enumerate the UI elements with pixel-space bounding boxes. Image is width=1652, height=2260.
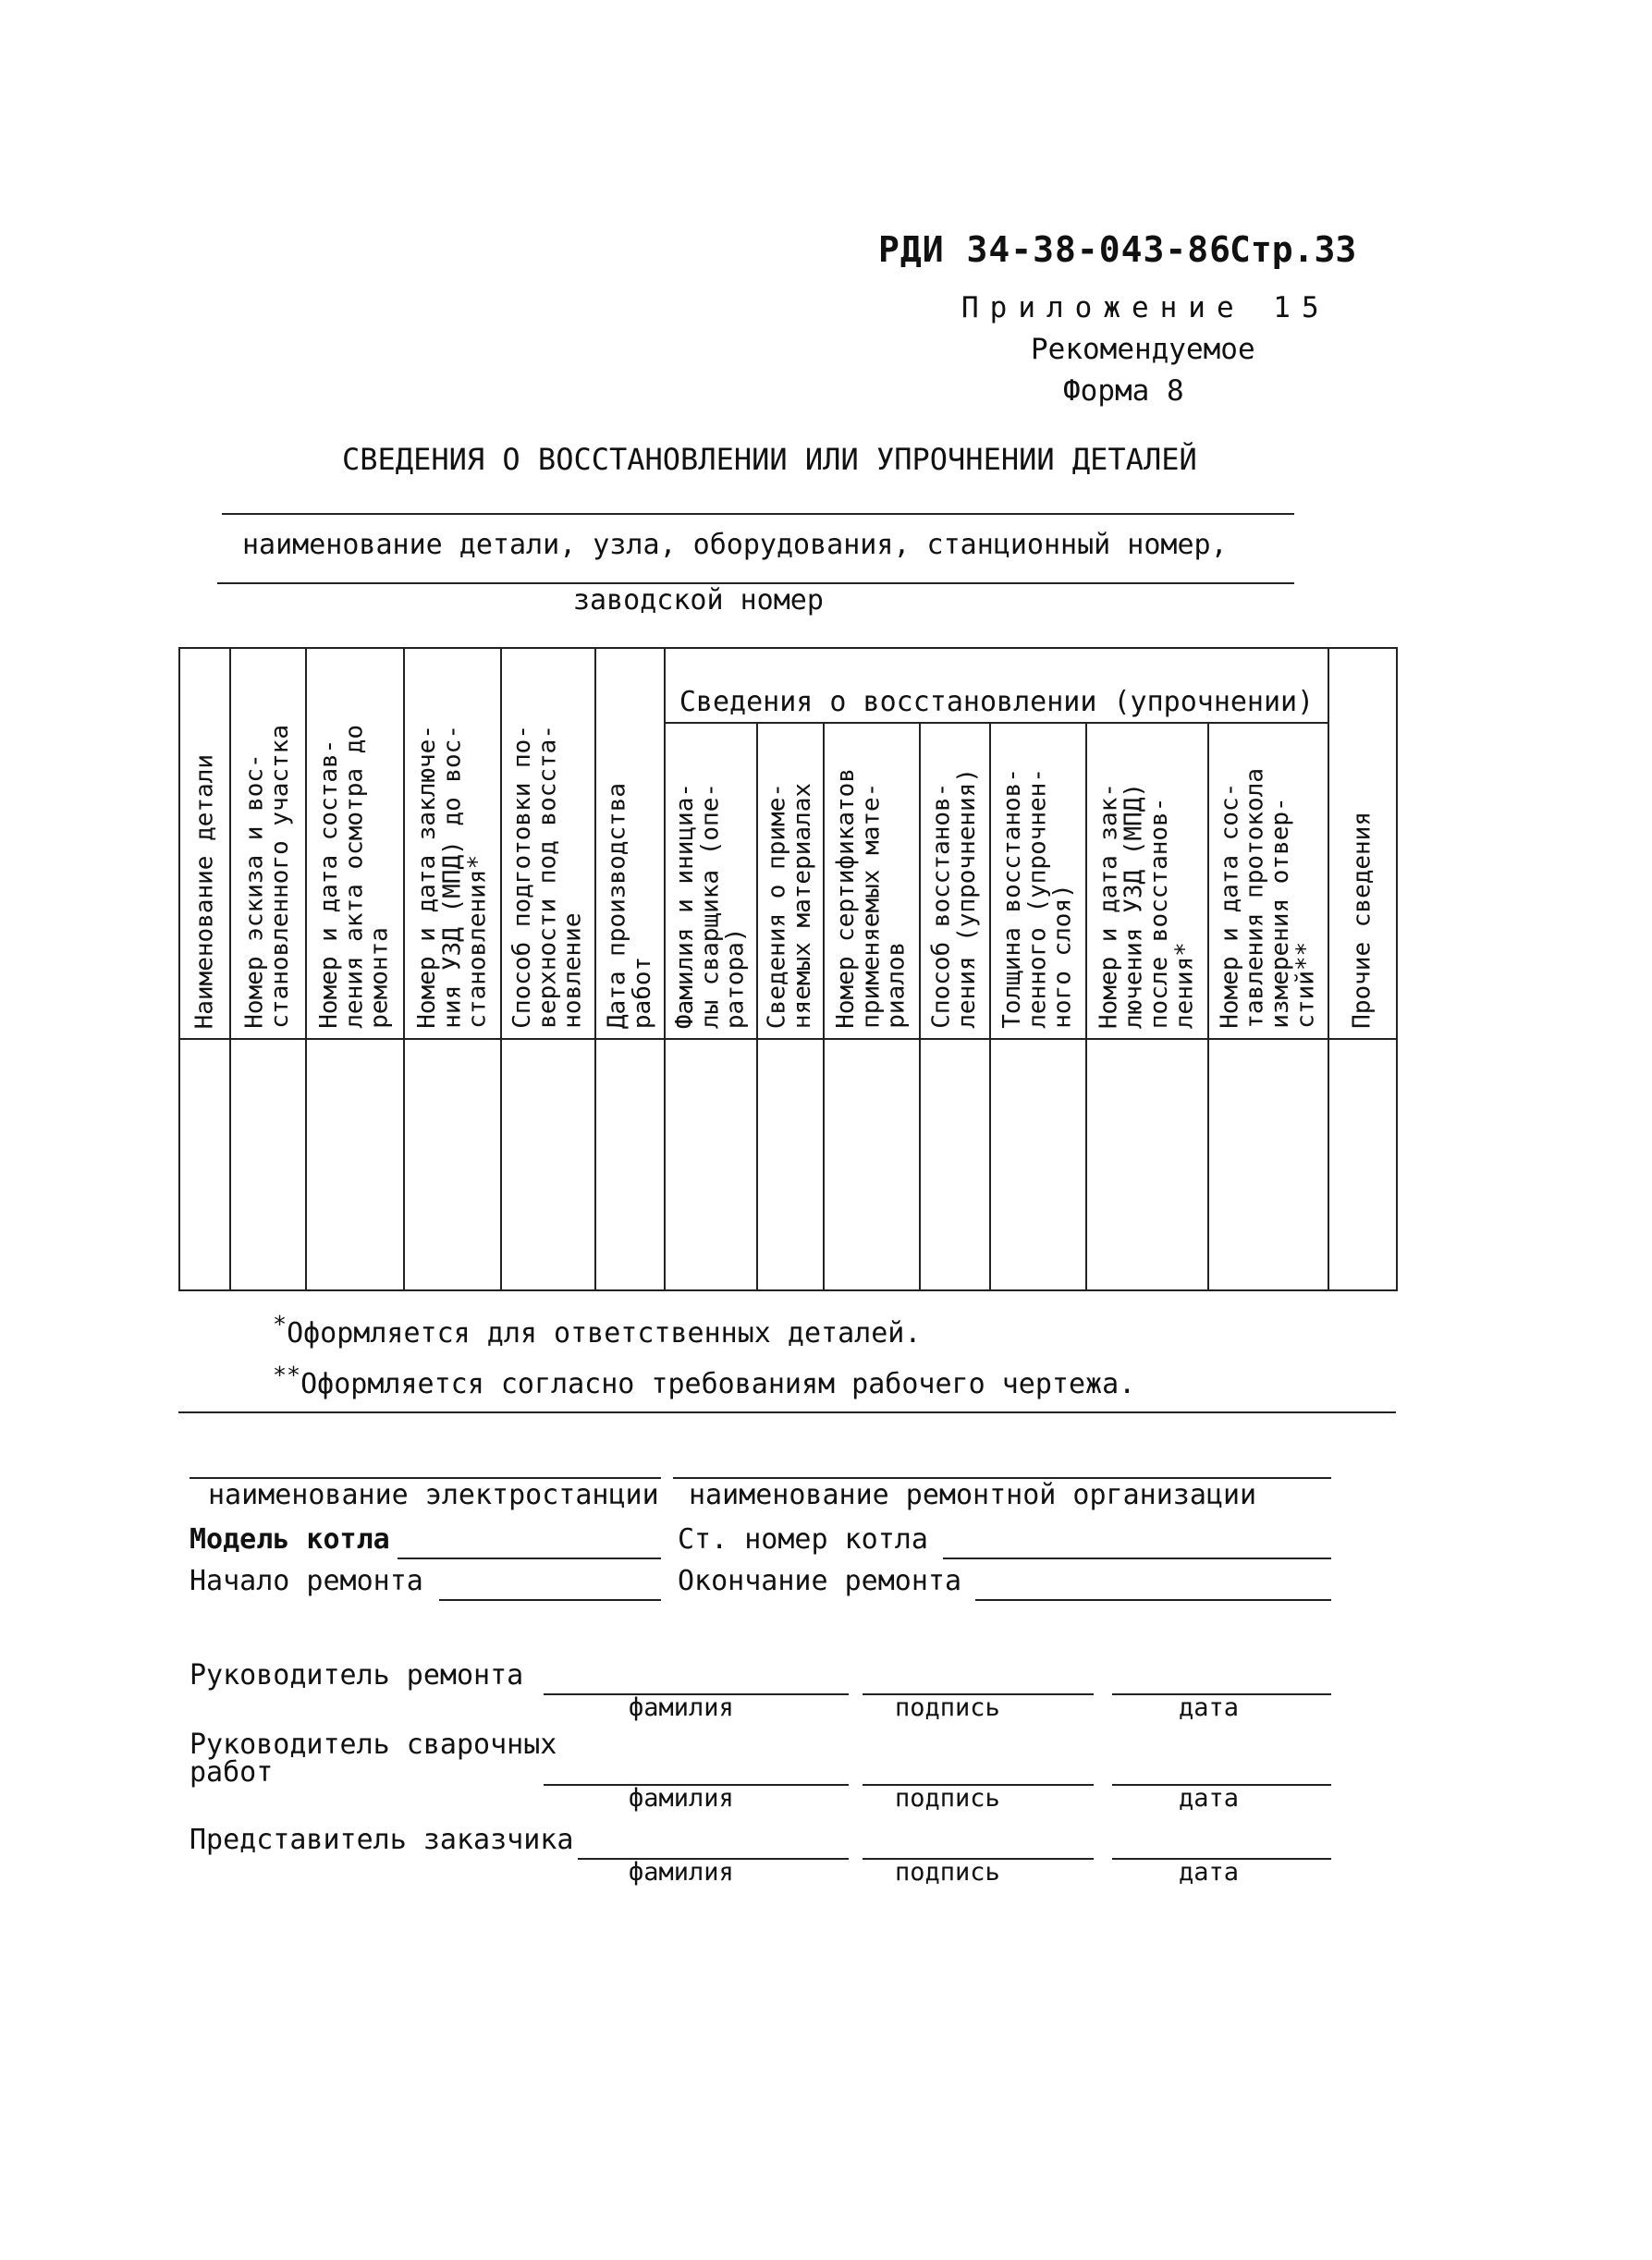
part-name-caption: наименование детали, узла, оборудования, станционный номер, (242, 529, 1228, 561)
col-header-hole-protocol: Номер и дата сос- тавления протокола измерения отвер- стий** (1208, 723, 1328, 1039)
boiler-model-label: Модель котла (190, 1523, 390, 1556)
plant-name-caption: наименование электростанции (208, 1479, 659, 1511)
col-header-ut-after: Номер и дата зак- лючения УЗД (МПД) после восстанов- ления* (1086, 723, 1208, 1039)
table-cell[interactable] (665, 1039, 757, 1290)
table-cell[interactable] (824, 1039, 920, 1290)
table-cell[interactable] (179, 1039, 230, 1290)
welding-manager-label: Руководитель сварочных (190, 1729, 557, 1761)
boiler-model-field[interactable] (398, 1558, 661, 1559)
document-code: РДИ 34-38-043-86 (878, 229, 1232, 270)
col-header-ut-before: Номер и дата заключе- ния УЗД (МПД) до вос- становления* (404, 648, 501, 1039)
table-cell[interactable] (920, 1039, 990, 1290)
col-header-welder-name: Фамилия и инициа- лы сварщика (опе- ратора) (665, 723, 757, 1039)
col-header-inspection-act: Номер и дата состав- ления акта осмотра до ремонта (306, 648, 404, 1039)
col-header-certificates: Номер сертификатов применяемых мате- риалов (824, 723, 920, 1039)
table-cell[interactable] (230, 1039, 306, 1290)
table-cell[interactable] (990, 1039, 1086, 1290)
table-cell[interactable] (757, 1039, 824, 1290)
table-cell[interactable] (501, 1039, 595, 1290)
signature-caption: подпись (895, 1693, 1000, 1722)
signature-caption: подпись (895, 1784, 1000, 1813)
col-header-work-date: Дата производства работ (595, 648, 665, 1039)
recommended-label: Рекомендуемое (1031, 333, 1255, 366)
part-name-line (222, 513, 1294, 515)
appendix-label: Приложение 15 (961, 291, 1330, 324)
repair-end-label: Окончание ремонта (678, 1565, 962, 1597)
section-divider (178, 1411, 1396, 1413)
col-header-sketch-number: Номер эскиза и вос- становленного участка (230, 648, 306, 1039)
col-header-layer-thickness: Толщина восстанов- ленного (упрочнен- ного слоя) (990, 723, 1086, 1039)
col-header-materials: Сведения о приме- няемых материалах (757, 723, 824, 1039)
footnote-1 (273, 1311, 921, 1350)
repair-manager-label: Руководитель ремонта (190, 1659, 524, 1692)
table-cell[interactable] (1328, 1039, 1397, 1290)
footnote-2 (273, 1362, 1135, 1400)
table-cell[interactable] (1208, 1039, 1328, 1290)
customer-rep-label: Представитель заказчика (190, 1824, 574, 1856)
form-number: Форма 8 (1063, 374, 1184, 408)
page-title: СВЕДЕНИЯ О ВОССТАНОВЛЕНИИ ИЛИ УПРОЧНЕНИИ ДЕТАЛЕЙ (342, 442, 1197, 477)
footnote-mark: * (273, 1311, 288, 1338)
boiler-number-field[interactable] (943, 1558, 1331, 1559)
col-header-part-name: Наименование детали (179, 648, 230, 1039)
surname-caption: фамилия (629, 1858, 734, 1887)
date-caption: дата (1179, 1784, 1240, 1813)
table-cell[interactable] (306, 1039, 404, 1290)
footnote-text: Оформляется для ответственных деталей. (287, 1317, 922, 1350)
surname-caption: фамилия (629, 1693, 734, 1722)
col-group-restoration-info: Сведения о восстановлении (упрочнении) (665, 648, 1328, 723)
date-caption: дата (1179, 1693, 1240, 1722)
restoration-table (178, 647, 1398, 1291)
signature-caption: подпись (895, 1858, 1000, 1887)
boiler-number-label: Ст. номер котла (678, 1523, 928, 1556)
col-header-other-info: Прочие сведения (1328, 648, 1397, 1039)
repair-start-field[interactable] (439, 1599, 661, 1601)
welding-manager-label-2: работ (190, 1756, 274, 1789)
footnote-mark: ** (273, 1362, 301, 1388)
table-cell[interactable] (595, 1039, 665, 1290)
col-header-surface-prep: Способ подготовки по- верхности под восста- новление (501, 648, 595, 1039)
page-number: Стр.33 (1230, 229, 1357, 270)
footnote-text: Оформляется согласно требованиям рабочего чертежа. (300, 1368, 1136, 1400)
surname-caption: фамилия (629, 1784, 734, 1813)
table-cell[interactable] (404, 1039, 501, 1290)
repair-start-label: Начало ремонта (190, 1565, 423, 1597)
repair-org-caption: наименование ремонтной организации (689, 1479, 1257, 1511)
factory-number-caption: заводской номер (573, 584, 824, 617)
repair-end-field[interactable] (975, 1599, 1331, 1601)
col-header-restoration-method: Способ восстанов- ления (упрочнения) (920, 723, 990, 1039)
date-caption: дата (1179, 1858, 1240, 1887)
table-cell[interactable] (1086, 1039, 1208, 1290)
